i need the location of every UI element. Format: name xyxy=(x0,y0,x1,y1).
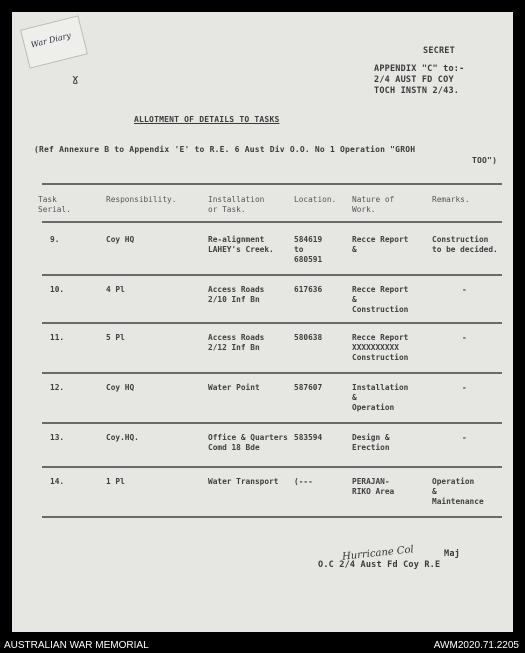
loc-cell: to xyxy=(294,245,304,254)
inst-cell: 2/10 Inf Bn xyxy=(208,295,260,304)
footer-right: AWM2020.71.2205 xyxy=(433,640,519,651)
document-page xyxy=(12,12,513,632)
inst-cell: Installation xyxy=(208,195,265,204)
nature-cell: & xyxy=(352,393,357,402)
task-cell: 13. xyxy=(50,433,65,442)
remarks-cell: to be decided. xyxy=(432,245,498,254)
loc-cell: 580638 xyxy=(294,333,323,342)
nature-cell: Recce Report xyxy=(352,285,409,294)
loc-cell: Location. xyxy=(294,195,337,204)
signature-role: O.C 2/4 Aust Fd Coy R.E xyxy=(318,560,441,570)
appendix-line-3: TOCH INSTN 2/43. xyxy=(374,86,460,96)
remarks-cell: - xyxy=(462,433,467,442)
nature-cell: & xyxy=(352,295,357,304)
task-cell: 12. xyxy=(50,383,65,392)
nature-cell: PERAJAN- xyxy=(352,477,390,486)
remarks-cell: - xyxy=(462,383,467,392)
remarks-cell: Maintenance xyxy=(432,497,484,506)
table-rule xyxy=(42,516,502,518)
nature-cell: Installation xyxy=(352,383,409,392)
remarks-cell: Construction xyxy=(432,235,489,244)
reference-line-2: TOO") xyxy=(472,156,498,165)
nature-cell: Design & xyxy=(352,433,390,442)
inst-cell: Office & Quarters xyxy=(208,433,288,442)
nature-cell: RIKO Area xyxy=(352,487,395,496)
page-title: ALLOTMENT OF DETAILS TO TASKS xyxy=(134,115,280,124)
resp-cell: 5 Pl xyxy=(106,333,125,342)
task-cell: Task xyxy=(38,195,57,204)
inst-cell: 2/12 Inf Bn xyxy=(208,343,260,352)
task-cell: 11. xyxy=(50,333,65,342)
table-rule xyxy=(42,274,502,276)
nature-cell: Recce Report xyxy=(352,333,409,342)
appendix-line-1: APPENDIX "C" to:- xyxy=(374,64,465,74)
remarks-cell: & xyxy=(432,487,437,496)
resp-cell: Coy HQ xyxy=(106,383,135,392)
inst-cell: Water Point xyxy=(208,383,260,392)
table-rule-top xyxy=(42,183,502,185)
table-rule xyxy=(42,372,502,374)
nature-cell: & xyxy=(352,245,357,254)
inst-cell: Comd 18 Bde xyxy=(208,443,260,452)
appendix-line-2: 2/4 AUST FD COY xyxy=(374,75,454,85)
handwritten-tag: War Diary xyxy=(20,15,88,68)
security-classification: SECRET xyxy=(423,46,455,56)
task-cell: 9. xyxy=(50,235,60,244)
nature-cell: Recce Report xyxy=(352,235,409,244)
nature-cell: Nature of xyxy=(352,195,395,204)
inst-cell: Water Transport xyxy=(208,477,279,486)
inst-cell: Access Roads xyxy=(208,285,265,294)
nature-cell: Work. xyxy=(352,205,376,214)
loc-cell: (--- xyxy=(294,477,313,486)
resp-cell: 4 Pl xyxy=(106,285,125,294)
table-rule xyxy=(42,422,502,424)
resp-cell: Coy.HQ. xyxy=(106,433,139,442)
footer-left: AUSTRALIAN WAR MEMORIAL xyxy=(4,640,149,651)
task-cell: Serial. xyxy=(38,205,71,214)
resp-cell: Coy HQ xyxy=(106,235,135,244)
signature: Hurricane Col xyxy=(341,544,415,563)
reference-line-1: (Ref Annexure B to Appendix 'E' to R.E. 6 Aust Div O.O. No 1 Operation "GROH xyxy=(34,145,416,154)
signature-rank: Maj xyxy=(444,549,460,559)
task-cell: 14. xyxy=(50,477,65,486)
loc-cell: 584619 xyxy=(294,235,323,244)
nature-cell: XXXXXXXXXX xyxy=(352,343,399,352)
nature-cell: Operation xyxy=(352,403,395,412)
remarks-cell: - xyxy=(462,285,467,294)
inst-cell: Re-alignment xyxy=(208,235,265,244)
nature-cell: Construction xyxy=(352,353,409,362)
nature-cell: Construction xyxy=(352,305,409,314)
remarks-cell: - xyxy=(462,333,467,342)
inst-cell: or Task. xyxy=(208,205,246,214)
inst-cell: LAHEY's Creek. xyxy=(208,245,274,254)
table-rule xyxy=(42,466,502,468)
nature-cell: Erection xyxy=(352,443,390,452)
table-rule xyxy=(42,322,502,324)
table-rule xyxy=(42,221,502,223)
resp-cell: Responsibility. xyxy=(106,195,177,204)
task-cell: 10. xyxy=(50,285,65,294)
remarks-cell: Operation xyxy=(432,477,475,486)
resp-cell: 1 Pl xyxy=(106,477,125,486)
loc-cell: 680591 xyxy=(294,255,323,264)
loc-cell: 587607 xyxy=(294,383,323,392)
loc-cell: 583594 xyxy=(294,433,323,442)
loc-cell: 617636 xyxy=(294,285,323,294)
inst-cell: Access Roads xyxy=(208,333,265,342)
handwritten-mark: ɣ xyxy=(72,72,79,85)
remarks-cell: Remarks. xyxy=(432,195,470,204)
